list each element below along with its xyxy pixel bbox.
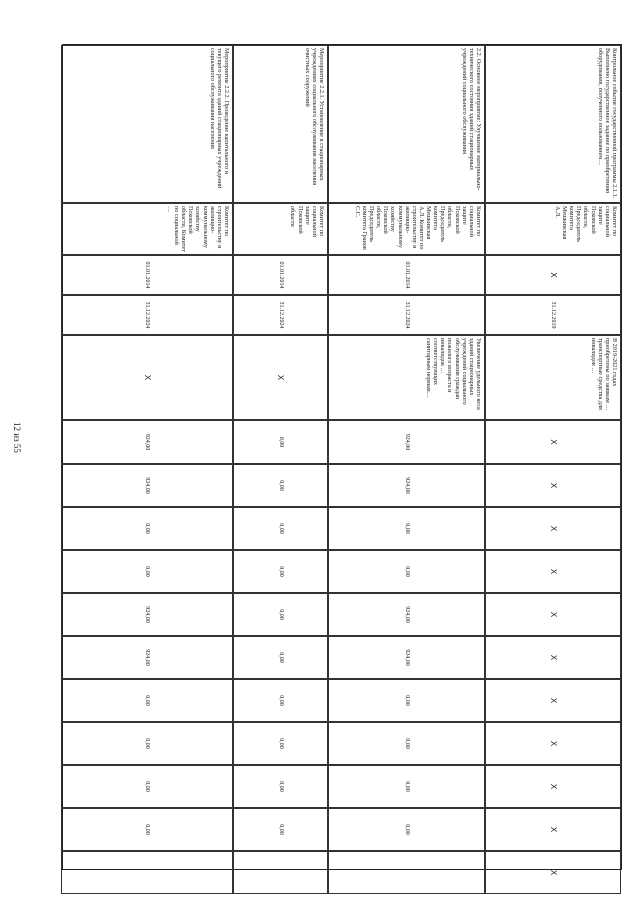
row-value: 0,00 (233, 507, 328, 550)
row-value: 0,00 (233, 679, 328, 722)
row-value: 0,00 (233, 808, 328, 851)
row-value: 0,00 (61, 679, 233, 722)
row-value: 0,00 (233, 722, 328, 765)
row-value-empty (328, 851, 485, 894)
row-value: X (485, 722, 621, 765)
row-value: 0,00 (233, 593, 328, 636)
page-number: 12 из 55 (12, 422, 22, 453)
row-value: X (485, 679, 621, 722)
row-name: 2.2. Основное мероприятие: Улучшение материально-технического состояния зданий стационарных учреждений социального обслуживания (328, 45, 485, 203)
row-value: 0,00 (328, 550, 485, 593)
row-value: 0,00 (233, 550, 328, 593)
program-table (62, 44, 622, 876)
row-executor: Комитет по социальной защите Псковской области, Председатель комитета Мешкивская А.Л. Комитет по строительству и жилищно-коммунальному хозяйству Псковской области, Председатель комитета Гранов С.С. (328, 203, 485, 255)
row-result: X (61, 335, 233, 420)
row-value: 924,00 (61, 420, 233, 464)
row-value: 0,00 (328, 679, 485, 722)
row-name: Мероприятие 2.2.1. Установление в стационарных учреждениях социального обслуживания населения очистных сооружений (233, 45, 328, 203)
row-start: 01.01.2014 (328, 255, 485, 295)
row-value: 0,00 (61, 550, 233, 593)
row-value: 0,00 (61, 765, 233, 808)
row-end: 31.12.2024 (328, 295, 485, 335)
row-start: 01.01.2014 (61, 255, 233, 295)
row-start: X (485, 255, 621, 295)
row-name: Контрольное событие государственной программы 2.1.1. Выполнено государственное задание по приобретению оборудования, полученного пользованием… (485, 45, 621, 203)
row-start: 01.01.2014 (233, 255, 328, 295)
row-executor: Комитет по социальной защите Псковской области (233, 203, 328, 255)
row-value: X (485, 464, 621, 507)
row-value: X (485, 593, 621, 636)
row-end: 31.12.2019 (485, 295, 621, 335)
row-value: 0,00 (328, 808, 485, 851)
row-end: 31.12.2024 (61, 295, 233, 335)
row-value: 0,00 (233, 464, 328, 507)
row-value: X (485, 808, 621, 851)
row-value: 0,00 (328, 765, 485, 808)
row-value: 924,00 (328, 593, 485, 636)
document-sheet (62, 44, 622, 876)
row-end: 31.12.2024 (233, 295, 328, 335)
row-value: X (485, 507, 621, 550)
row-value-empty (61, 851, 233, 894)
row-value: 0,00 (328, 507, 485, 550)
row-value: X (485, 420, 621, 464)
row-value: 0,00 (328, 722, 485, 765)
row-value: 0,00 (233, 420, 328, 464)
row-value-empty (233, 851, 328, 894)
row-value: X (485, 765, 621, 808)
row-value: 0,00 (233, 765, 328, 808)
row-value: 0,00 (61, 808, 233, 851)
row-value: 924,00 (328, 420, 485, 464)
row-value: 0,00 (61, 507, 233, 550)
row-executor: Комитет по строительству и жилищно-коммунальному хозяйству Псковской области, Комитет по социальной … (61, 203, 233, 255)
row-value: 924,00 (328, 636, 485, 679)
row-value: 0,00 (233, 636, 328, 679)
row-value: X (485, 550, 621, 593)
row-value: 924,00 (328, 464, 485, 507)
row-name: Мероприятие 2.2.2. Проведение капитального и текущего ремонта зданий стационарных учреждений социального обслуживания населения (61, 45, 233, 203)
row-result: В 2019-2021 годах приобретены по заявкам … транспортные средства для инвалидов … (485, 335, 621, 420)
row-value: X (485, 851, 621, 894)
row-value: X (485, 636, 621, 679)
row-executor: Комитет по социальной защите Псковской области, Председатель комитета Мешкивская А.Л. (485, 203, 621, 255)
row-result: Увеличение удельного веса зданий стационарных учреждений социального обслуживания граждан пожилого возраста и инвалидов … соответствующих санитарным нормам… (328, 335, 485, 420)
row-value: 0,00 (61, 722, 233, 765)
row-result: X (233, 335, 328, 420)
row-value: 924,00 (61, 593, 233, 636)
row-value: 924,00 (61, 464, 233, 507)
row-value: 924,00 (61, 636, 233, 679)
